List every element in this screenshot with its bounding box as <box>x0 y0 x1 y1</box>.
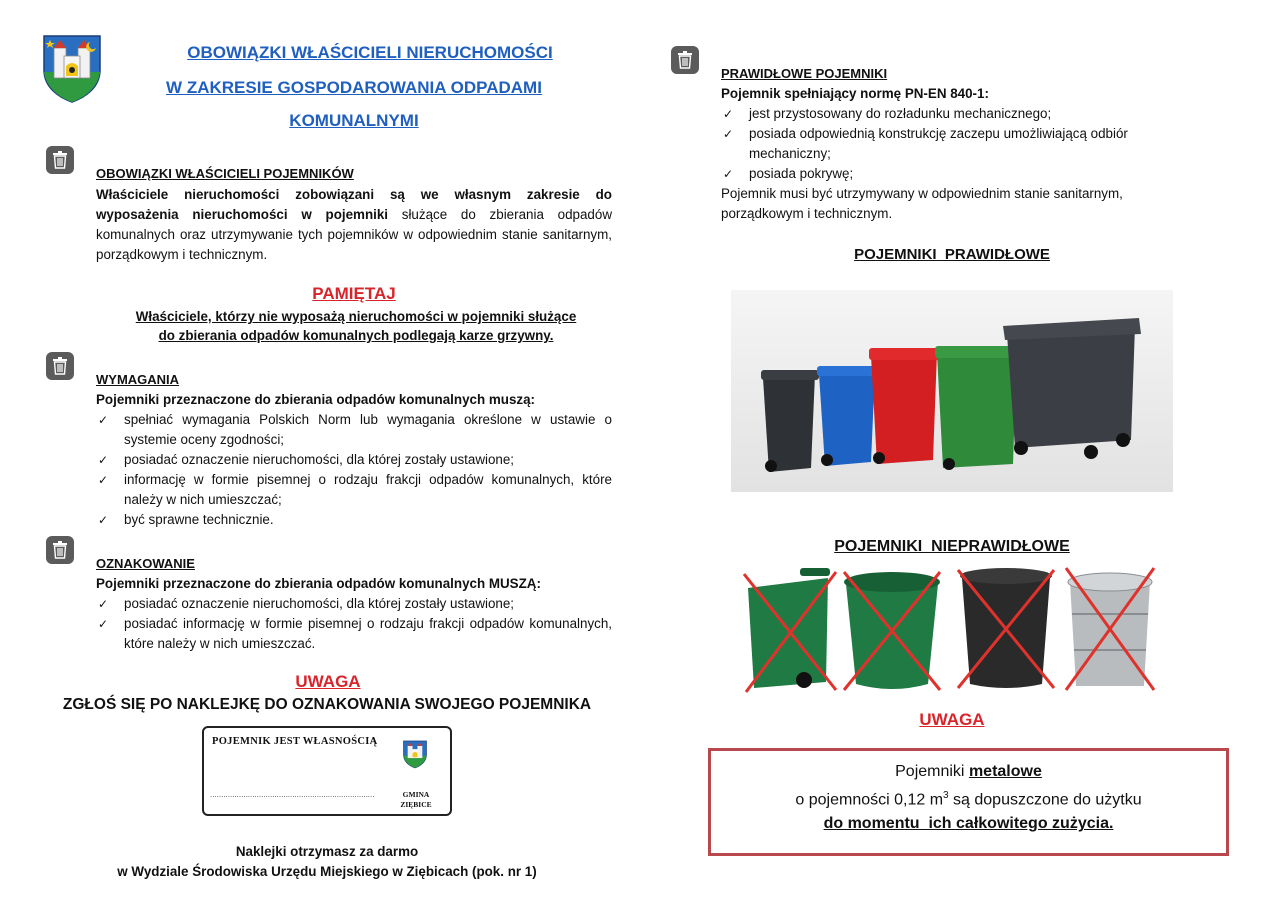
correct-bins-heading: POJEMNIKI PRAWIDŁOWE <box>854 246 1050 263</box>
sticker-title: POJEMNIK JEST WŁASNOŚCIĄ <box>212 736 378 747</box>
remember-line2: do zbierania odpadów komunalnych podlegają karze grzywny. <box>158 328 554 343</box>
remember-heading: PAMIĘTAJ <box>312 284 396 303</box>
sticker-org-line2: ZIĘBICE <box>400 800 432 809</box>
list-item: ✓ posiadać oznaczenie nieruchomości, dla której zostały ustawione; <box>96 450 612 470</box>
notice-line2-superscript: 3 <box>943 790 949 801</box>
list-item: ✓ jest przystosowany do rozładunku mechanicznego; <box>721 104 1191 124</box>
page-title-line1: OBOWIĄZKI WŁAŚCICIELI NIERUCHOMOŚCI <box>187 43 553 62</box>
list-item: ✓ posiadać informację w formie pisemnej o rodzaju frakcji odpadów komunalnych, które należy w nich umieszczać. <box>96 614 612 654</box>
page-title-line3: KOMUNALNYMI <box>289 111 419 130</box>
notice-line2 <box>711 785 1226 811</box>
notice-line2-rest: są dopuszczone do użytku <box>948 791 1142 809</box>
free-stickers-line1: Naklejki otrzymasz za darmo <box>235 844 419 859</box>
coat-of-arms-logo <box>40 32 104 104</box>
trash-bin-icon <box>671 46 699 74</box>
list-item: ✓ posiadać oznaczenie nieruchomości, dla której zostały ustawione; <box>96 594 612 614</box>
list-item: ✓ spełniać wymagania Polskich Norm lub wymagania określone w ustawie o systemie oceny zgodności; <box>96 410 612 450</box>
labeling-heading: OZNAKOWANIE <box>96 556 195 571</box>
sticker-sample <box>202 726 452 816</box>
sticker-org-line1: GMINA <box>402 790 430 799</box>
correct-containers-footer: Pojemnik musi być utrzymywany w odpowiednim stanie sanitarnym, porządkowym i technicznym. <box>721 186 1123 221</box>
incorrect-bins-photo <box>740 564 1160 694</box>
incorrect-bins-heading: POJEMNIKI NIEPRAWIDŁOWE <box>834 538 1070 555</box>
requirements-list <box>96 410 612 530</box>
remember-line1: Właściciele, którzy nie wyposażą nieruchomości w pojemniki służące <box>135 309 577 324</box>
sticker-coat-of-arms-logo <box>402 738 428 770</box>
requirements-intro: Pojemniki przeznaczone do zbierania odpadów komunalnych muszą: <box>96 392 535 407</box>
metal-containers-notice <box>708 748 1229 856</box>
page-title-line2: W ZAKRESIE GOSPODAROWANIA ODPADAMI <box>166 78 542 97</box>
trash-bin-icon <box>46 146 74 174</box>
sticker-dots: .......................................................................... <box>210 790 375 799</box>
requirements-heading: WYMAGANIA <box>96 372 180 387</box>
trash-bin-icon <box>46 352 74 380</box>
labeling-list <box>96 594 612 654</box>
free-stickers-line2: w Wydziale Środowiska Urzędu Miejskiego w Ziębicach (pok. nr 1) <box>117 864 537 879</box>
owners-section-bold-text: Właściciele nieruchomości zobowiązani są we własnym zakresie do wyposażenia nieruchomości w pojemniki <box>96 187 612 222</box>
notice-right-heading: UWAGA <box>919 710 985 729</box>
owners-section-plain-text: służące do zbierania odpadów komunalnych oraz utrzymywanie tych pojemników w odpowiednim stanie sanitarnym, porządkowym i technicznym. <box>96 207 612 262</box>
notice-left-text: ZGŁOŚ SIĘ PO NAKLEJKĘ DO OZNAKOWANIA SWOJEGO POJEMNIKA <box>62 696 592 713</box>
list-item: ✓ posiada odpowiednią konstrukcję zaczepu umożliwiającą odbiór mechaniczny; <box>721 124 1191 164</box>
correct-containers-heading: PRAWIDŁOWE POJEMNIKI <box>721 66 888 81</box>
correct-bins-photo <box>731 290 1173 492</box>
owners-section-heading: OBOWIĄZKI WŁAŚCICIELI POJEMNIKÓW <box>96 166 354 181</box>
notice-line1-emphasis: metalowe <box>968 763 1042 780</box>
trash-bin-icon <box>46 536 74 564</box>
notice-left-heading: UWAGA <box>295 672 361 691</box>
notice-line1-text: Pojemniki <box>895 763 969 780</box>
owners-section-text <box>96 185 612 265</box>
correct-containers-intro: Pojemnik spełniający normę PN-EN 840-1: <box>721 86 989 101</box>
notice-line3: do momentu ich całkowitego zużycia. <box>823 815 1114 833</box>
notice-line2-text: o pojemności 0,12 m <box>795 791 944 809</box>
labeling-intro: Pojemniki przeznaczone do zbierania odpadów komunalnych MUSZĄ: <box>96 576 541 591</box>
correct-containers-list <box>721 104 1191 184</box>
list-item: ✓ posiada pokrywę; <box>721 164 1191 184</box>
list-item: ✓ informację w formie pisemnej o rodzaju frakcji odpadów komunalnych, które należy w nich umieszczać; <box>96 470 612 510</box>
notice-line1 <box>711 761 1226 783</box>
list-item: ✓ być sprawne technicznie. <box>96 510 612 530</box>
